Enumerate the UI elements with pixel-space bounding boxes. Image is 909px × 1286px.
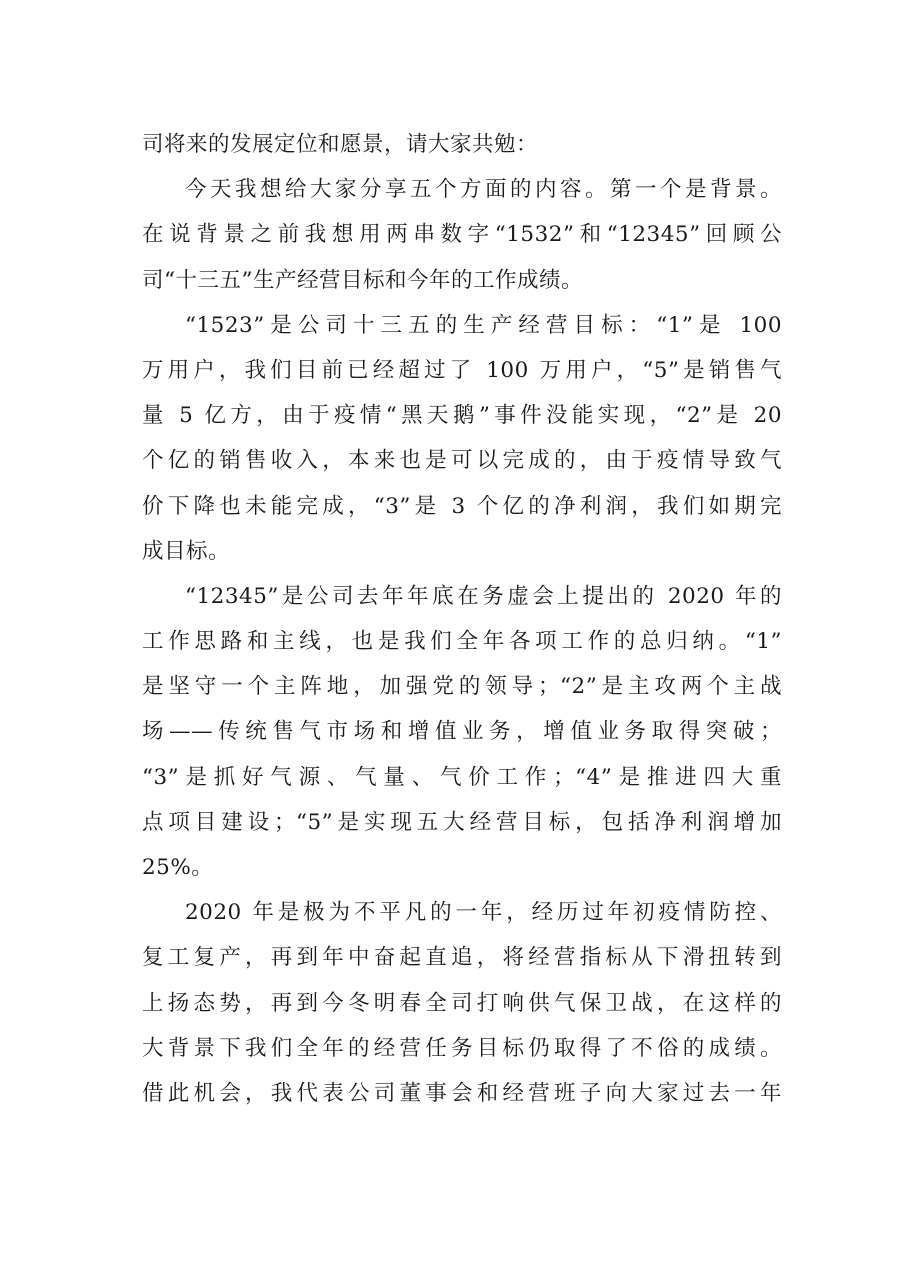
text-line: 成目标。 <box>142 538 231 564</box>
text-line: 复工复产，再到年中奋起直追，将经营指标从下滑扭转到 <box>142 945 782 971</box>
text-line: “12345”是公司去年年底在务虚会上提出的 2020 年的 <box>185 583 782 609</box>
text-line: 点项目建设；“5”是实现五大经营目标，包括净利润增加 <box>142 809 782 835</box>
text-line: 2020 年是极为不平凡的一年，经历过年初疫情防控、 <box>185 900 782 926</box>
text-line: 上扬态势，再到今冬明春全司打响供气保卫战，在这样的 <box>142 990 782 1016</box>
text-line: 是坚守一个主阵地，加强党的领导；“2”是主攻两个主战 <box>142 674 782 700</box>
text-line: 量 5 亿方，由于疫情“黑天鹅”事件没能实现，“2”是 20 <box>142 403 782 429</box>
body-text <box>142 122 782 1116</box>
text-line: 今天我想给大家分享五个方面的内容。第一个是背景。 <box>185 177 782 203</box>
text-line: 司将来的发展定位和愿景，请大家共勉： <box>142 132 539 157</box>
text-line: “3”是抓好气源、气量、气价工作；“4”是推进四大重 <box>142 764 782 790</box>
text-line: 25%。 <box>142 855 214 880</box>
text-line: 工作思路和主线，也是我们全年各项工作的总归纳。“1” <box>142 629 782 655</box>
text-line: 个亿的销售收入，本来也是可以完成的，由于疫情导致气 <box>142 448 782 474</box>
text-line: 借此机会，我代表公司董事会和经营班子向大家过去一年 <box>142 1080 782 1106</box>
text-line: 万用户，我们目前已经超过了 100 万用户，“5”是销售气 <box>142 357 782 383</box>
text-line: 大背景下我们全年的经营任务目标仍取得了不俗的成绩。 <box>142 1035 782 1061</box>
text-line: “1523”是公司十三五的生产经营目标：“1”是 100 <box>185 312 782 338</box>
text-line: 在说背景之前我想用两串数字“1532”和“12345”回顾公 <box>142 222 782 248</box>
text-line: 场——传统售气市场和增值业务，增值业务取得突破； <box>142 719 782 745</box>
text-line: 司“十三五”生产经营目标和今年的工作成绩。 <box>142 267 583 293</box>
text-line: 价下降也未能完成，“3”是 3 个亿的净利润，我们如期完 <box>142 493 782 519</box>
